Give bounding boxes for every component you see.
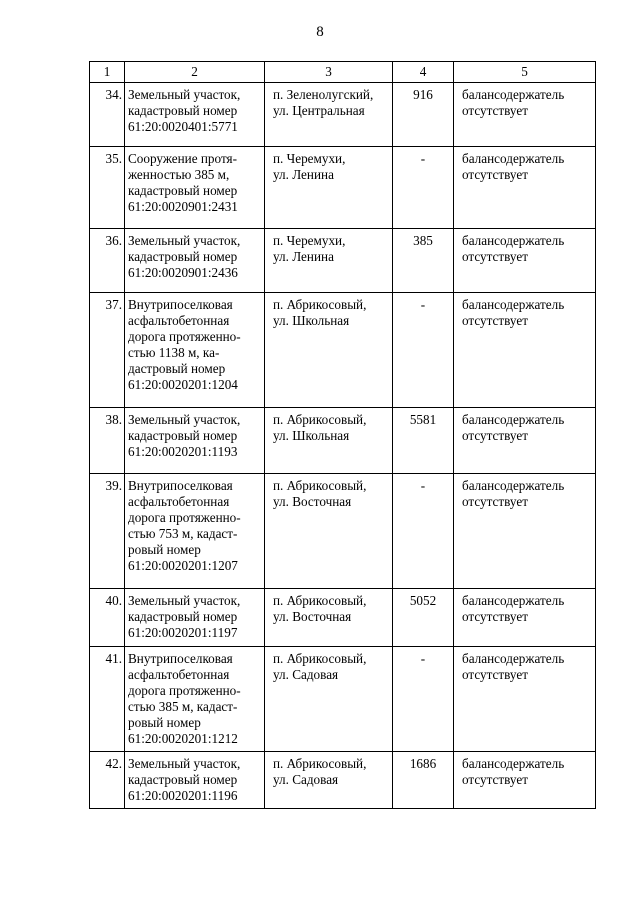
object-address: п. Зеленолугский, ул. Центральная [265,83,393,147]
object-description: Сооружение протя- женностью 385 м, кадастровый номер 61:20:0020901:2431 [125,147,265,229]
object-area: - [393,474,454,589]
table-row [90,147,596,229]
object-description: Внутрипоселковая асфальтобетонная дорога протяженно- стью 385 м, кадаст- ровый номер 61:20:0020201:1212 [125,647,265,752]
column-header: 4 [393,62,454,83]
row-number: 37. [90,293,125,408]
object-description: Земельный участок, кадастровый номер 61:20:0020201:1193 [125,408,265,474]
object-owner: балансодержатель отсутствует [454,83,596,147]
object-address: п. Абрикосовый, ул. Восточная [265,474,393,589]
object-address: п. Абрикосовый, ул. Садовая [265,647,393,752]
object-description: Земельный участок, кадастровый номер 61:20:0020201:1197 [125,589,265,647]
table-row [90,589,596,647]
object-owner: балансодержатель отсутствует [454,474,596,589]
object-area: 916 [393,83,454,147]
object-address: п. Абрикосовый, ул. Школьная [265,293,393,408]
object-area: - [393,293,454,408]
object-owner: балансодержатель отсутствует [454,229,596,293]
object-description: Земельный участок, кадастровый номер 61:20:0020401:5771 [125,83,265,147]
column-header: 5 [454,62,596,83]
object-description: Земельный участок, кадастровый номер 61:20:0020201:1196 [125,752,265,809]
row-number: 34. [90,83,125,147]
object-address: п. Черемухи, ул. Ленина [265,229,393,293]
row-number: 42. [90,752,125,809]
object-owner: балансодержатель отсутствует [454,147,596,229]
property-table [89,61,596,809]
column-header: 1 [90,62,125,83]
object-owner: балансодержатель отсутствует [454,589,596,647]
object-address: п. Абрикосовый, ул. Школьная [265,408,393,474]
table-row [90,647,596,752]
object-area: 5052 [393,589,454,647]
object-address: п. Абрикосовый, ул. Восточная [265,589,393,647]
object-area: 1686 [393,752,454,809]
row-number: 41. [90,647,125,752]
row-number: 40. [90,589,125,647]
row-number: 36. [90,229,125,293]
object-area: - [393,647,454,752]
object-owner: балансодержатель отсутствует [454,293,596,408]
object-address: п. Черемухи, ул. Ленина [265,147,393,229]
object-description: Земельный участок, кадастровый номер 61:20:0020901:2436 [125,229,265,293]
table-row [90,293,596,408]
table-header-row [90,62,596,83]
table-row [90,83,596,147]
column-header: 3 [265,62,393,83]
object-address: п. Абрикосовый, ул. Садовая [265,752,393,809]
object-description: Внутрипоселковая асфальтобетонная дорога протяженно- стью 1138 м, ка- дастровый номер 61:20:0020201:1204 [125,293,265,408]
column-header: 2 [125,62,265,83]
row-number: 35. [90,147,125,229]
table-row [90,752,596,809]
row-number: 38. [90,408,125,474]
object-description: Внутрипоселковая асфальтобетонная дорога протяженно- стью 753 м, кадаст- ровый номер 61:20:0020201:1207 [125,474,265,589]
object-area: 385 [393,229,454,293]
page-number: 8 [316,24,324,40]
object-owner: балансодержатель отсутствует [454,647,596,752]
row-number: 39. [90,474,125,589]
table-row [90,229,596,293]
object-area: - [393,147,454,229]
table-row [90,408,596,474]
table-row [90,474,596,589]
object-area: 5581 [393,408,454,474]
object-owner: балансодержатель отсутствует [454,752,596,809]
object-owner: балансодержатель отсутствует [454,408,596,474]
